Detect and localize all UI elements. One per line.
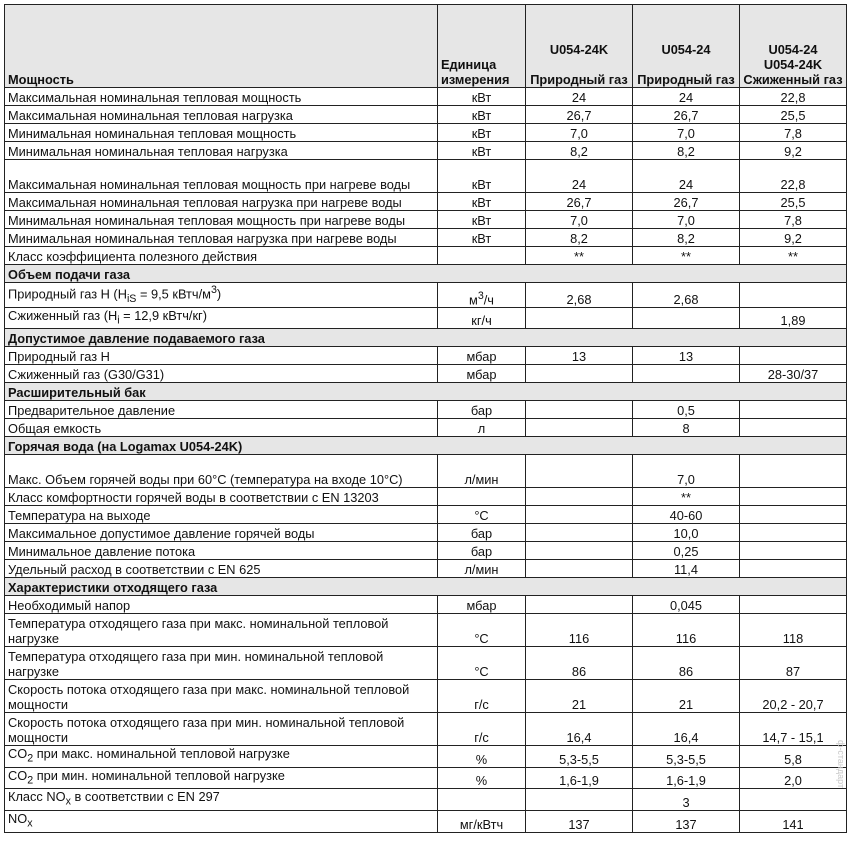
row-label: Природный газ H ($H_{iS} = 9,5$ кВтч/$м^3$) <box>5 283 438 308</box>
value-cell: 26,7 <box>633 193 740 211</box>
table-row <box>5 680 847 713</box>
header-param: Мощность <box>5 5 438 88</box>
header-row <box>5 5 847 88</box>
value-cell: 24 <box>526 160 633 193</box>
row-unit: кВт <box>438 88 526 106</box>
row-unit: °C <box>438 647 526 680</box>
section-title: Горячая вода (на Logamax U054-24K) <box>5 437 847 455</box>
value-empty <box>740 455 847 488</box>
row-unit: % <box>438 767 526 789</box>
row-label: Предварительное давление <box>5 401 438 419</box>
table-row <box>5 160 847 193</box>
value-cell: 2,68 <box>633 283 740 308</box>
row-label: Сжиженный газ (G30/G31) <box>5 365 438 383</box>
value-cell: 5,8 <box>740 746 847 768</box>
table-row <box>5 124 847 142</box>
table-row <box>5 811 847 833</box>
value-cell: 116 <box>633 614 740 647</box>
value-empty <box>740 560 847 578</box>
header-fuel: Сжиженный газ <box>743 72 843 87</box>
table-row <box>5 614 847 647</box>
row-label: Температура на выходе <box>5 506 438 524</box>
value-cell <box>526 365 633 383</box>
value-empty <box>740 789 847 811</box>
section-header <box>5 578 847 596</box>
row-unit: °C <box>438 614 526 647</box>
table-row <box>5 247 847 265</box>
section-header <box>5 437 847 455</box>
row-label: Макс. Объем горячей воды при 60°C (температура на входе 10°C) <box>5 455 438 488</box>
table-row <box>5 596 847 614</box>
value-cell: ** <box>526 247 633 265</box>
row-label: Температура отходящего газа при мин. номинальной тепловой нагрузке <box>5 647 438 680</box>
row-label: Минимальная номинальная тепловая нагрузка <box>5 142 438 160</box>
row-unit: мбар <box>438 596 526 614</box>
header-unit: Единица измерения <box>438 5 526 88</box>
value-merged: 10,0 <box>633 524 740 542</box>
row-label: Класс комфортности горячей воды в соответствии с EN 13203 <box>5 488 438 506</box>
row-unit: кВт <box>438 124 526 142</box>
table-row <box>5 789 847 811</box>
table-row <box>5 365 847 383</box>
table-row <box>5 142 847 160</box>
row-unit <box>438 789 526 811</box>
value-merged: 0,045 <box>633 596 740 614</box>
table-row <box>5 211 847 229</box>
row-label: Необходимый напор <box>5 596 438 614</box>
value-cell: 5,3-5,5 <box>633 746 740 768</box>
value-cell: 26,7 <box>526 193 633 211</box>
header-col-3 <box>740 5 847 88</box>
value-cell: 86 <box>633 647 740 680</box>
row-unit: кВт <box>438 106 526 124</box>
row-label: Минимальное давление потока <box>5 542 438 560</box>
table-row <box>5 455 847 488</box>
section-title: Допустимое давление подаваемого газа <box>5 329 847 347</box>
row-unit: мг/кВтч <box>438 811 526 833</box>
value-cell: 8,2 <box>633 142 740 160</box>
row-label: $CO_2$ при макс. номинальной тепловой нагрузке <box>5 746 438 768</box>
header-fuel: Природный газ <box>530 72 628 87</box>
row-unit <box>438 488 526 506</box>
table-row <box>5 347 847 365</box>
table-row <box>5 767 847 789</box>
value-cell: 118 <box>740 614 847 647</box>
row-unit: бар <box>438 524 526 542</box>
section-title: Характеристики отходящего газа <box>5 578 847 596</box>
value-cell: 8,2 <box>526 142 633 160</box>
value-empty <box>740 524 847 542</box>
value-cell: 25,5 <box>740 106 847 124</box>
value-empty <box>740 488 847 506</box>
value-cell: 1,6-1,9 <box>633 767 740 789</box>
value-empty <box>526 419 633 437</box>
value-cell: 24 <box>633 88 740 106</box>
row-unit: кВт <box>438 193 526 211</box>
row-unit: кВт <box>438 211 526 229</box>
table-row <box>5 560 847 578</box>
value-cell <box>526 307 633 329</box>
row-unit: бар <box>438 542 526 560</box>
value-cell: 9,2 <box>740 142 847 160</box>
table-row <box>5 647 847 680</box>
header-model: U054-24 <box>661 42 711 57</box>
table-row <box>5 713 847 746</box>
table-row <box>5 542 847 560</box>
row-label: Сжиженный газ ($H_i = 12,9$ кВтч/кг) <box>5 307 438 329</box>
row-unit: г/с <box>438 680 526 713</box>
value-cell: 13 <box>633 347 740 365</box>
table-row <box>5 419 847 437</box>
value-cell <box>633 365 740 383</box>
value-merged: 8 <box>633 419 740 437</box>
row-label: Максимальная номинальная тепловая нагрузка при нагреве воды <box>5 193 438 211</box>
row-label: Общая емкость <box>5 419 438 437</box>
row-unit: мбар <box>438 365 526 383</box>
row-label: Максимальная номинальная тепловая нагрузка <box>5 106 438 124</box>
value-merged: 3 <box>633 789 740 811</box>
value-cell: ** <box>633 247 740 265</box>
table-row <box>5 506 847 524</box>
value-cell: 26,7 <box>633 106 740 124</box>
table-row <box>5 307 847 329</box>
section-header <box>5 329 847 347</box>
row-label: Максимальная номинальная тепловая мощность <box>5 88 438 106</box>
row-label: Скорость потока отходящего газа при мин. номинальной тепловой мощности <box>5 713 438 746</box>
value-cell: 20,2 - 20,7 <box>740 680 847 713</box>
row-label: $NO_x$ <box>5 811 438 833</box>
value-merged: 40-60 <box>633 506 740 524</box>
header-model: U054-24K <box>549 42 609 57</box>
section-title: Расширительный бак <box>5 383 847 401</box>
watermark: ф-стандарт <box>836 740 846 789</box>
section-header <box>5 265 847 283</box>
value-empty <box>526 506 633 524</box>
value-cell: 137 <box>633 811 740 833</box>
header-model: U054-24 U054-24K <box>763 42 823 72</box>
value-cell: 7,8 <box>740 211 847 229</box>
value-cell: ** <box>740 247 847 265</box>
value-cell: 9,2 <box>740 229 847 247</box>
value-cell: 16,4 <box>526 713 633 746</box>
row-label: Природный газ H <box>5 347 438 365</box>
value-merged: 7,0 <box>633 455 740 488</box>
row-unit: % <box>438 746 526 768</box>
row-unit: л/мин <box>438 455 526 488</box>
row-label: Удельный расход в соответствии с EN 625 <box>5 560 438 578</box>
value-empty <box>526 596 633 614</box>
table-row <box>5 193 847 211</box>
row-unit: бар <box>438 401 526 419</box>
value-cell: 7,0 <box>526 211 633 229</box>
header-col-2 <box>633 5 740 88</box>
row-label: Класс коэффициента полезного действия <box>5 247 438 265</box>
value-cell: 22,8 <box>740 160 847 193</box>
value-cell: 7,8 <box>740 124 847 142</box>
value-cell <box>740 283 847 308</box>
value-empty <box>740 419 847 437</box>
value-cell <box>633 307 740 329</box>
value-cell: 2,0 <box>740 767 847 789</box>
table-row <box>5 401 847 419</box>
value-merged: 11,4 <box>633 560 740 578</box>
row-unit <box>438 247 526 265</box>
value-empty <box>740 542 847 560</box>
value-merged: 0,25 <box>633 542 740 560</box>
section-title: Объем подачи газа <box>5 265 847 283</box>
value-cell: 137 <box>526 811 633 833</box>
table-row <box>5 524 847 542</box>
value-empty <box>526 401 633 419</box>
value-cell: 24 <box>633 160 740 193</box>
row-unit: кВт <box>438 142 526 160</box>
value-empty <box>740 401 847 419</box>
value-empty <box>526 560 633 578</box>
value-cell: 2,68 <box>526 283 633 308</box>
value-cell: 24 <box>526 88 633 106</box>
value-cell: 13 <box>526 347 633 365</box>
table-row <box>5 88 847 106</box>
value-cell: 8,2 <box>633 229 740 247</box>
value-merged: 0,5 <box>633 401 740 419</box>
value-empty <box>740 596 847 614</box>
row-unit: л <box>438 419 526 437</box>
section-header <box>5 383 847 401</box>
value-cell: 87 <box>740 647 847 680</box>
row-label: Минимальная номинальная тепловая мощность <box>5 124 438 142</box>
row-label: Максимальное допустимое давление горячей воды <box>5 524 438 542</box>
value-cell: 7,0 <box>633 124 740 142</box>
value-cell: 5,3-5,5 <box>526 746 633 768</box>
value-cell: 21 <box>526 680 633 713</box>
row-unit: кВт <box>438 160 526 193</box>
value-cell: 22,8 <box>740 88 847 106</box>
row-label: Максимальная номинальная тепловая мощность при нагреве воды <box>5 160 438 193</box>
row-unit: $м^3/ч$ <box>438 283 526 308</box>
row-unit: кВт <box>438 229 526 247</box>
value-cell: 14,7 - 15,1 <box>740 713 847 746</box>
row-label: Класс $NO_x$ в соответствии с EN 297 <box>5 789 438 811</box>
row-unit: г/с <box>438 713 526 746</box>
table-row <box>5 283 847 308</box>
value-cell: 1,6-1,9 <box>526 767 633 789</box>
row-label: $CO_2$ при мин. номинальной тепловой нагрузке <box>5 767 438 789</box>
row-unit: л/мин <box>438 560 526 578</box>
value-cell: 86 <box>526 647 633 680</box>
value-cell: 16,4 <box>633 713 740 746</box>
value-cell: 28-30/37 <box>740 365 847 383</box>
row-label: Минимальная номинальная тепловая мощность при нагреве воды <box>5 211 438 229</box>
row-unit: мбар <box>438 347 526 365</box>
value-empty <box>526 789 633 811</box>
value-cell: 8,2 <box>526 229 633 247</box>
spec-table <box>4 4 847 833</box>
row-unit: кг/ч <box>438 307 526 329</box>
row-label: Минимальная номинальная тепловая нагрузка при нагреве воды <box>5 229 438 247</box>
table-row <box>5 229 847 247</box>
value-cell: 7,0 <box>633 211 740 229</box>
value-cell: 116 <box>526 614 633 647</box>
row-unit: °C <box>438 506 526 524</box>
value-cell: 26,7 <box>526 106 633 124</box>
value-cell: 7,0 <box>526 124 633 142</box>
table-row <box>5 746 847 768</box>
value-empty <box>526 455 633 488</box>
header-fuel: Природный газ <box>637 72 735 87</box>
value-cell: 141 <box>740 811 847 833</box>
table-body <box>5 88 847 833</box>
value-empty <box>526 488 633 506</box>
value-empty <box>526 524 633 542</box>
value-merged: ** <box>633 488 740 506</box>
value-cell: 1,89 <box>740 307 847 329</box>
value-cell: 21 <box>633 680 740 713</box>
value-cell: 25,5 <box>740 193 847 211</box>
value-cell <box>740 347 847 365</box>
row-label: Температура отходящего газа при макс. номинальной тепловой нагрузке <box>5 614 438 647</box>
table-row <box>5 488 847 506</box>
table-row <box>5 106 847 124</box>
row-label: Скорость потока отходящего газа при макс. номинальной тепловой мощности <box>5 680 438 713</box>
header-col-1 <box>526 5 633 88</box>
value-empty <box>740 506 847 524</box>
value-empty <box>526 542 633 560</box>
